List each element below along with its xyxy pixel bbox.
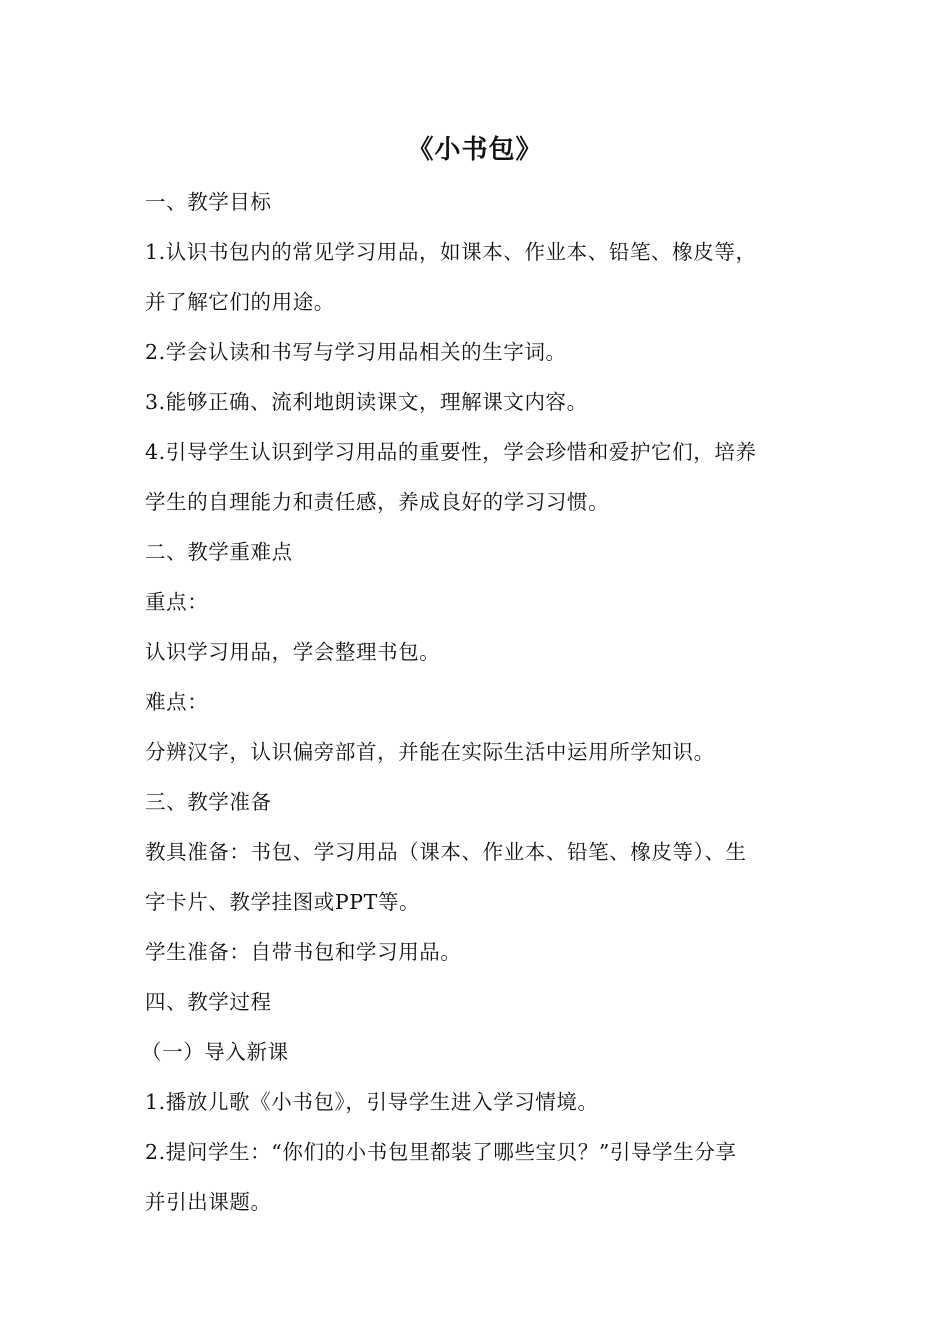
paragraph-line: 4.引导学生认识到学习用品的重要性，学会珍惜和爱护它们，培养	[145, 440, 757, 464]
paragraph-line: 认识学习用品，学会整理书包。	[145, 640, 441, 664]
section-heading-preparation: 三、教学准备	[145, 790, 272, 814]
paragraph-line: 学生的自理能力和责任感，养成良好的学习习惯。	[145, 490, 610, 514]
paragraph-line: 3.能够正确、流利地朗读课文，理解课文内容。	[145, 390, 588, 414]
paragraph-line: 1.播放儿歌《小书包》，引导学生进入学习情境。	[145, 1090, 599, 1114]
subheading-key: 重点：	[145, 590, 209, 614]
paragraph-line: 字卡片、教学挂图或PPT等。	[145, 890, 421, 914]
section-heading-key-points: 二、教学重难点	[145, 540, 293, 564]
document-title: 《小书包》	[407, 135, 543, 165]
paragraph-line: 2.学会认读和书写与学习用品相关的生字词。	[145, 340, 567, 364]
paragraph-line: 2.提问学生：“你们的小书包里都装了哪些宝贝？”引导学生分享	[145, 1140, 737, 1164]
section-heading-objectives: 一、教学目标	[145, 190, 272, 214]
paragraph-line: 1.认识书包内的常见学习用品，如课本、作业本、铅笔、橡皮等，	[145, 240, 757, 264]
section-heading-process: 四、教学过程	[145, 990, 272, 1014]
paragraph-line: 并引出课题。	[145, 1190, 272, 1214]
paragraph-line: 教具准备：书包、学习用品（课本、作业本、铅笔、橡皮等）、生	[145, 840, 747, 864]
paragraph-line: 并了解它们的用途。	[145, 290, 335, 314]
paragraph-line: 分辨汉字，认识偏旁部首，并能在实际生活中运用所学知识。	[145, 740, 715, 764]
subsection-heading-intro: （一）导入新课	[141, 1040, 289, 1064]
subheading-difficulty: 难点：	[145, 690, 209, 714]
document-body	[141, 177, 817, 1227]
paragraph-line: 学生准备：自带书包和学习用品。	[145, 940, 462, 964]
